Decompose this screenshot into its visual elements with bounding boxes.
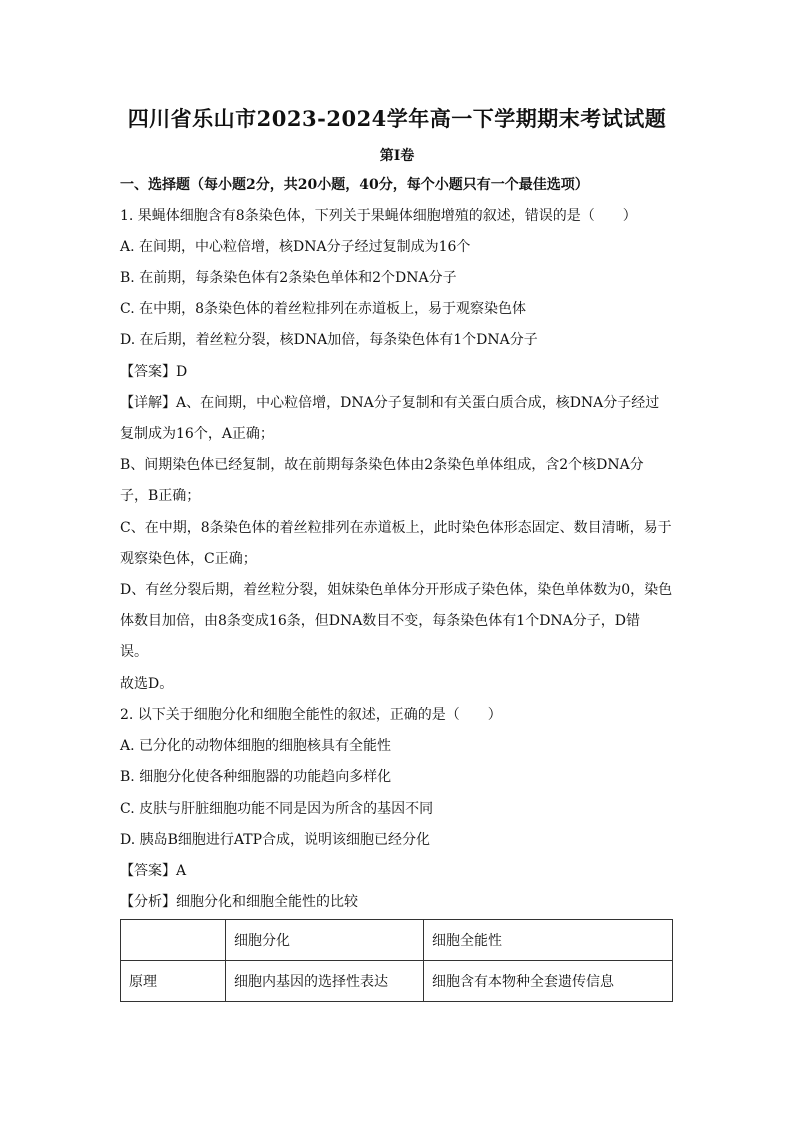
table-cell: 细胞分化 bbox=[226, 920, 424, 961]
explanation-line: 子，B正确； bbox=[120, 488, 201, 504]
table-cell: 原理 bbox=[121, 961, 226, 1002]
question-1-option-a: A. 在间期，中心粒倍增，核DNA分子经过复制成为16个 bbox=[120, 239, 471, 255]
question-2-stem: 2. 以下关于细胞分化和细胞全能性的叙述，正确的是（ ） bbox=[120, 707, 502, 723]
table-cell: 细胞含有本物种全套遗传信息 bbox=[424, 961, 673, 1002]
question-2-option-d: D. 胰岛B细胞进行ATP合成，说明该细胞已经分化 bbox=[120, 832, 431, 848]
table-cell bbox=[121, 920, 226, 961]
explanation-line: B、间期染色体已经复制，故在前期每条染色体由2条染色单体组成，含2个核DNA分 bbox=[120, 457, 644, 473]
explanation-line: 误。 bbox=[120, 644, 148, 660]
question-2-analysis: 【分析】细胞分化和细胞全能性的比较 bbox=[120, 894, 358, 910]
table-row bbox=[121, 961, 673, 1002]
question-2-option-b: B. 细胞分化使各种细胞器的功能趋向多样化 bbox=[120, 769, 392, 785]
explanation-line: 体数目加倍，由8条变成16条，但DNA数目不变，每条染色体有1个DNA分子，D错 bbox=[120, 613, 641, 629]
explanation-line: D、有丝分裂后期，着丝粒分裂，姐妹染色单体分开形成子染色体，染色单体数为0，染色 bbox=[120, 582, 673, 598]
explanation-line: C、在中期，8条染色体的着丝粒排列在赤道板上，此时染色体形态固定、数目清晰，易于 bbox=[120, 520, 672, 536]
page-title: 四川省乐山市2023-2024学年高一下学期期末考试试题 bbox=[127, 106, 667, 131]
explanation-line: 故选D。 bbox=[120, 676, 174, 692]
section-heading: 一、选择题（每小题2分，共20小题，40分，每个小题只有一个最佳选项） bbox=[120, 177, 589, 193]
question-1-option-c: C. 在中期，8条染色体的着丝粒排列在赤道板上，易于观察染色体 bbox=[120, 301, 527, 317]
question-2-option-c: C. 皮肤与肝脏细胞功能不同是因为所含的基因不同 bbox=[120, 801, 434, 817]
page-subtitle: 第Ⅰ卷 bbox=[379, 148, 415, 164]
comparison-table bbox=[120, 919, 673, 1002]
question-2-answer: 【答案】A bbox=[120, 863, 187, 879]
question-1-stem: 1. 果蝇体细胞含有8条染色体，下列关于果蝇体细胞增殖的叙述，错误的是（ ） bbox=[120, 208, 637, 224]
question-2-option-a: A. 已分化的动物体细胞的细胞核具有全能性 bbox=[120, 738, 392, 754]
explanation-line: 【详解】A、在间期，中心粒倍增，DNA分子复制和有关蛋白质合成，核DNA分子经过 bbox=[120, 395, 660, 411]
question-1-option-b: B. 在前期，每条染色体有2条染色单体和2个DNA分子 bbox=[120, 270, 457, 286]
question-1-option-d: D. 在后期，着丝粒分裂，核DNA加倍，每条染色体有1个DNA分子 bbox=[120, 332, 538, 348]
question-1-answer: 【答案】D bbox=[120, 364, 188, 380]
table-header-row bbox=[121, 920, 673, 961]
explanation-line: 观察染色体，C正确； bbox=[120, 551, 257, 567]
explanation-line: 复制成为16个，A正确； bbox=[120, 426, 274, 442]
table-cell: 细胞全能性 bbox=[424, 920, 673, 961]
table-cell: 细胞内基因的选择性表达 bbox=[226, 961, 424, 1002]
